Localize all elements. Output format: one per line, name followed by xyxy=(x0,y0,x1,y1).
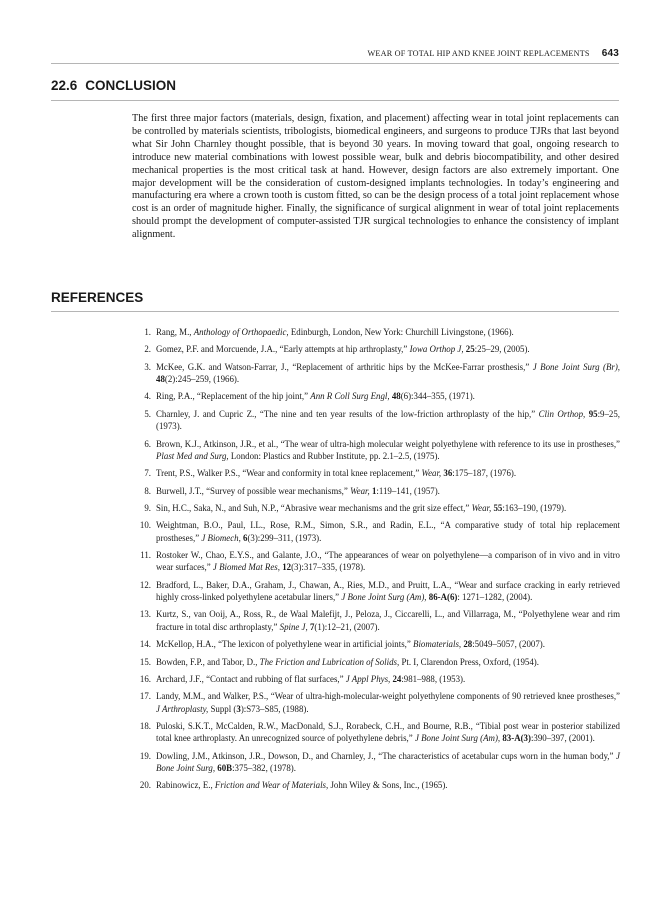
reference-item xyxy=(132,656,620,668)
references-heading: REFERENCES xyxy=(51,290,144,305)
reference-number: 15. xyxy=(139,656,151,667)
reference-text: Bowden, F.P., and Tabor, D., xyxy=(156,656,260,667)
reference-number: 9. xyxy=(144,503,151,514)
reference-volume: 55 xyxy=(493,503,503,514)
reference-source: J Appl Phys, xyxy=(345,673,391,684)
reference-text: :25–29, (2005). xyxy=(474,344,530,355)
reference-source: Clin Orthop, xyxy=(538,408,586,419)
reference-text: John Wiley & Sons, Inc., (1965). xyxy=(328,780,448,791)
reference-item xyxy=(132,326,620,338)
reference-number: 5. xyxy=(144,408,151,419)
reference-text: :375–382, (1978). xyxy=(232,763,296,773)
reference-source: Wear, xyxy=(350,485,370,496)
reference-text: Gomez, P.F. and Morcuende, J.A., “Early attempts at hip arthroplasty,” xyxy=(156,344,410,355)
reference-text: :981–988, (1953). xyxy=(401,673,466,684)
section-rule xyxy=(51,100,619,101)
reference-source: Anthology of Orthopaedic, xyxy=(193,327,289,337)
reference-number: 4. xyxy=(144,391,151,402)
reference-volume: 60B xyxy=(217,763,233,773)
reference-number: 6. xyxy=(144,438,151,449)
reference-text: Pt. I, Clarendon Press, Oxford, (1954). xyxy=(399,656,539,667)
reference-number: 12. xyxy=(139,579,151,590)
reference-text: Kurtz, S., van Ooij, A., Ross, R., de Waal Malefijt, J., Peloza, J., Ciccarelli, L., and Villarraga, M., “Polyethylene wear and rim fracture in total disc arthroplasty,” xyxy=(156,609,620,632)
reference-text: Edinburgh, London, New York: Churchill Livingstone, (1966). xyxy=(288,327,514,337)
conclusion-paragraph: The first three major factors (materials, design, fixation, and placement) affecting wear in total joint replacements can be controlled by materials scientists, tribologists, biomedical engineers, and surgeons to produce TJRs that last beyond what Sir John Charnley thought possible, that is beyond 30 years. In moving toward that goal, ongoing research to introduce new material combinations with lowest possible wear, bulk and debris biocompatibility, and other desired mechanical properties is the most critical task at hand. However, design factors are also extremely important. One major development will be the consideration of custom-designed implants technologies. In today’s engineering and manufacturing era where a crown tooth is custom fitted, so can be the design process of a total joint replacement whose cost is an order of magnitude higher. Finally, the significance of surgical alignment in wear of total joint replacements should prompt the development of computer-assisted TJR surgical technologies to enhance the consistency of implant alignment. xyxy=(132,113,619,241)
reference-source: Friction and Wear of Materials, xyxy=(214,780,329,791)
reference-item xyxy=(132,467,620,479)
reference-number: 8. xyxy=(144,485,151,496)
reference-text: :5049–5057, (2007). xyxy=(472,639,545,650)
reference-text: :9–25, (1973). xyxy=(156,408,620,432)
reference-number: 16. xyxy=(139,673,151,684)
reference-text: Rostoker W., Chao, E.Y.S., and Galante, J.O., “The appearances of wear on polyethylene—a comparison of in vivo and in vitro wear surfaces,” xyxy=(156,550,620,573)
reference-number: 13. xyxy=(139,609,151,620)
reference-number: 14. xyxy=(139,639,151,650)
reference-item xyxy=(132,502,620,514)
reference-text: (1):12–21, (2007). xyxy=(314,621,380,632)
reference-source: J Bone Joint Surg (Am), xyxy=(341,592,427,603)
reference-item xyxy=(132,720,620,745)
reference-number: 2. xyxy=(144,344,151,355)
reference-text: :119–141, (1957). xyxy=(376,485,440,496)
reference-source: J Bone Joint Surg, xyxy=(156,750,620,773)
reference-item xyxy=(132,750,620,775)
reference-text: Dowling, J.M., Atkinson, J.R., Dowson, D., and Charnley, J., “The characteristics of acetabular cups worn in the human body,” xyxy=(156,750,617,761)
reference-text: Archard, J.F., “Contact and rubbing of flat surfaces,” xyxy=(156,673,346,684)
section-title: CONCLUSION xyxy=(85,78,177,93)
reference-text: Bradford, L., Baker, D.A., Graham, J., Chawan, A., Ries, M.D., and Pruitt, L.A., “Wear and surface cracking in early retrieved highly cross-linked polyethylene acetabular liners,” xyxy=(156,579,620,603)
reference-text: :175–187, (1976). xyxy=(452,468,517,479)
reference-item xyxy=(132,519,620,544)
reference-volume: 1 xyxy=(371,485,377,496)
reference-text: Puloski, S.K.T., McCalden, R.W., MacDonald, S.J., Rorabeck, C.H., and Bourne, R.B., “Tibial post wear in posterior stabilized total knee arthroplasty. An unrecognized source of polyethylene debris,” xyxy=(156,721,620,744)
reference-source: Biomaterials, xyxy=(413,639,462,650)
reference-source: Plast Med and Surg, xyxy=(156,450,229,461)
reference-text: Rang, M., xyxy=(156,327,194,337)
reference-text: Ring, P.A., “Replacement of the hip joint,” xyxy=(156,391,311,402)
reference-item xyxy=(132,690,620,715)
reference-text: Burwell, J.T., “Survey of possible wear mechanisms,” xyxy=(156,485,351,496)
reference-item xyxy=(132,485,620,497)
reference-text: (6):344–355, (1971). xyxy=(400,391,475,402)
reference-number: 19. xyxy=(139,750,151,761)
reference-volume: 86-A(6) xyxy=(428,592,458,603)
reference-number: 10. xyxy=(139,520,151,531)
header-rule xyxy=(51,63,619,64)
reference-source: J Bone Joint Surg (Br), xyxy=(532,361,620,372)
reference-text: : 1271–1282, (2004). xyxy=(457,592,533,603)
reference-volume: 36 xyxy=(443,468,453,479)
reference-source: Ann R Coll Surg Engl, xyxy=(310,391,390,402)
reference-number: 17. xyxy=(139,691,151,702)
reference-text: Weightman, B.O., Paul, I.L., Rose, R.M., Simon, S.R., and Radin, E.L., “A comparative study of total hip replacement prostheses,” xyxy=(156,520,620,543)
reference-item xyxy=(132,608,620,633)
reference-number: 11. xyxy=(140,550,151,561)
reference-list xyxy=(132,326,620,797)
reference-volume: 12 xyxy=(282,562,292,573)
reference-number: 18. xyxy=(139,721,151,732)
reference-number: 7. xyxy=(144,468,151,479)
running-header xyxy=(367,48,619,59)
reference-text: :390–397, (2001). xyxy=(530,733,595,744)
section-number: 22.6 xyxy=(51,78,78,93)
page-number: 643 xyxy=(601,48,619,59)
reference-source: Wear, xyxy=(421,468,442,479)
reference-text: Rabinowicz, E., xyxy=(156,780,215,791)
reference-text: Sin, H.C., Saka, N., and Suh, N.P., “Abrasive wear mechanisms and the grit size effect,” xyxy=(156,503,472,514)
reference-text: (2):245–259, (1966). xyxy=(164,374,240,385)
reference-source: Wear, xyxy=(471,503,492,514)
reference-volume: 48 xyxy=(156,374,165,385)
reference-text: McKellop, H.A., “The lexicon of polyethylene wear in artificial joints,” xyxy=(156,639,414,650)
reference-text: Trent, P.S., Walker P.S., “Wear and conformity in total knee replacement,” xyxy=(156,468,422,479)
reference-text: ):S73–S85, (1988). xyxy=(240,703,309,714)
reference-item xyxy=(132,579,620,604)
reference-text: :163–190, (1979). xyxy=(502,503,567,514)
reference-volume: 24 xyxy=(392,673,402,684)
reference-item xyxy=(132,438,620,463)
reference-text: London: Plastics and Rubber Institute, pp. 2.1–2.5, (1975). xyxy=(228,450,440,461)
reference-volume: 48 xyxy=(391,391,401,402)
reference-item xyxy=(132,779,620,791)
reference-text: Charnley, J. and Cupric Z., “The nine and ten year results of the low-friction arthroplasty of the hip,” xyxy=(156,408,539,419)
reference-text: (3):299–311, (1973). xyxy=(247,532,322,543)
reference-text: McKee, G.K. and Watson-Farrar, J., “Replacement of arthritic hips by the McKee-Farrar prosthesis,” xyxy=(156,361,533,372)
reference-item xyxy=(132,361,620,386)
reference-item xyxy=(132,638,620,650)
section-heading xyxy=(51,78,176,93)
reference-source: J Biomed Mat Res, xyxy=(212,562,280,573)
reference-volume: 3 xyxy=(236,703,241,714)
reference-source: The Friction and Lubrication of Solids, xyxy=(259,656,400,667)
reference-text: (3):317–335, (1978). xyxy=(291,562,366,573)
reference-number: 1. xyxy=(144,327,151,337)
reference-volume: 25 xyxy=(465,344,475,355)
reference-volume: 28 xyxy=(463,639,473,650)
reference-item xyxy=(132,390,620,402)
reference-item xyxy=(132,549,620,574)
reference-item xyxy=(132,673,620,685)
reference-source: J Arthroplasty, xyxy=(156,703,209,714)
running-title: WEAR OF TOTAL HIP AND KNEE JOINT REPLACEMENTS xyxy=(367,49,590,58)
reference-source: Spine J, xyxy=(279,621,308,632)
reference-volume: 6 xyxy=(243,532,248,543)
reference-source: Iowa Orthop J, xyxy=(409,344,464,355)
reference-volume: 7 xyxy=(309,621,315,632)
references-rule xyxy=(51,311,619,312)
reference-item xyxy=(132,343,620,355)
reference-source: J Bone Joint Surg (Am), xyxy=(414,733,501,744)
reference-source: J Biomech, xyxy=(201,532,241,543)
reference-item xyxy=(132,408,620,433)
reference-text: Landy, M.M., and Walker, P.S., “Wear of ultra-high-molecular-weight polyethylene components of 90 retrieved knee prostheses,” xyxy=(156,691,620,702)
reference-volume: 83-A(3) xyxy=(502,733,531,744)
reference-volume: 95 xyxy=(588,408,598,419)
reference-number: 20. xyxy=(139,780,151,791)
reference-number: 3. xyxy=(144,361,151,372)
reference-text: Brown, K.J., Atkinson, J.R., et al., “The wear of ultra-high molecular weight polyethylene with reference to its use in prostheses,” xyxy=(156,438,620,449)
reference-text: Suppl ( xyxy=(208,703,237,714)
